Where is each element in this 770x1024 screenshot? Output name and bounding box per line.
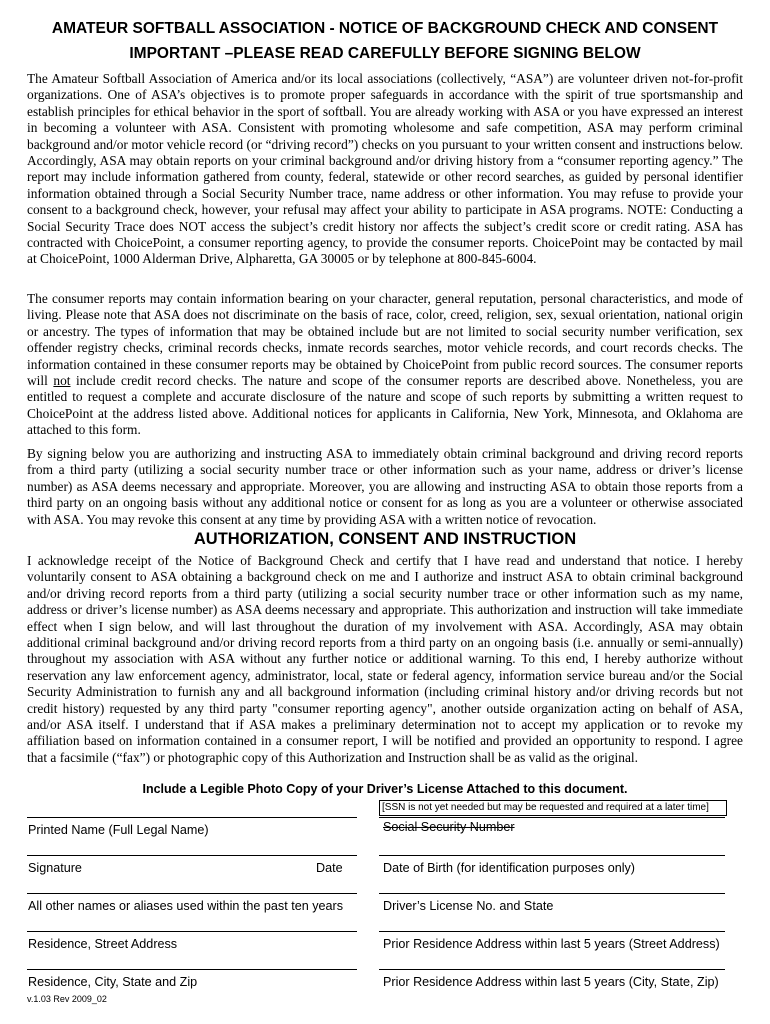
prior-street-label: Prior Residence Address within last 5 years (Street Address) — [383, 937, 720, 951]
signature-field[interactable] — [27, 855, 357, 856]
notice-paragraph-1: The Amateur Softball Association of America and/or its local associations (collectively, “ASA”) are volunteer driven not-for-profit organizations. One of ASA’s objectives is to promote proper safeguards in accordance with the spirit of true sportsmanship and establish principles for ethical behavior in the sport of softball. You are already working with ASA or you have expressed an interest in becoming a volunteer with ASA. Consistent with promoting wholesome and safe competition, ASA may perform criminal background and/or motor vehicle record (or “driving record”) checks on you pursuant to your written consent and instructions below. Accordingly, ASA may obtain reports on your criminal background and/or driving history from a “consumer reporting agency.” The report may include information gathered from county, federal, statewide or other record searches, as guided by personal identifier information obtained through a Social Security Number trace, name address or other information. You may refuse to provide your consent to a background check, however, your refusal may affect your ability to participate in ASA programs. NOTE: Conducting a Social Security Trace does NOT access the subject’s credit history nor affects the subject’s credit score or credit rating. ASA has contracted with ChoicePoint, a consumer reporting agency, to provide the consumer reports. ChoicePoint may be contacted by mail at ChoicePoint, 1000 Alderman Drive, Alpharetta, GA 30005 or by telephone at 800-845-6004. — [27, 71, 743, 267]
prior-city-label: Prior Residence Address within last 5 years (City, State, Zip) — [383, 975, 719, 989]
notice-paragraph-3: By signing below you are authorizing and instructing ASA to immediately obtain criminal background and driving record reports from a third party (utilizing a social security number trace or other information such as your name, address or driver’s license number) as ASA deems necessary and appropriate. Moreover, you are allowing and instructing ASA to obtain those reports from a third party on an ongoing basis without any additional notice or consent for as long as you are a volunteer or otherwise associated with ASA. You may revoke this consent at any time by providing ASA with a written notice of revocation. — [27, 446, 743, 527]
aliases-field[interactable] — [27, 893, 357, 894]
notice-paragraph-2-part-a: The consumer reports may contain information bearing on your character, general reputation, personal characteristics, and mode of living. Please note that ASA does not discriminate on the basis of race, color, creed, religion, sex, sexual orientation, national origin or ancestry. The types of information that may be obtained include but are not limited to social security number verification, sex offender registry checks, criminal records checks, inmate records searches, motor vehicle records, and court records checks. The information contained in these consumer reports may be obtained by ChoicePoint from public record sources. The consumer reports will — [27, 291, 743, 389]
printed-name-field[interactable] — [27, 817, 357, 818]
printed-name-label: Printed Name (Full Legal Name) — [28, 823, 209, 837]
notice-paragraph-2-part-b: include credit record checks. The nature and scope of the consumer reports are described above. Nonetheless, you are entitled to request a complete and accurate disclosure of the nature and scope of such reports by submitting a written request to ChoicePoint at the address listed above. Additional notices for applicants in California, New York, Minnesota, and Oklahoma are attached to this form. — [27, 373, 743, 438]
prior-street-field[interactable] — [379, 931, 725, 932]
underlined-not: not — [53, 373, 71, 389]
authorization-paragraph: I acknowledge receipt of the Notice of Background Check and certify that I have read and understand that notice. I hereby voluntarily consent to ASA obtaining a background check on me and I authorize and instruct ASA to obtain criminal background and/or driving record reports from a third party (utilizing a social security number trace or other information such as my name, address or driver’s license number) as ASA deems necessary and appropriate. This authorization and instruction will take immediate effect when I sign below, and will last throughout the duration of my involvement with ASA. Accordingly, ASA may obtain additional criminal background and/or driving record reports from a third party on an ongoing basis (i.e. annually or semi-annually) throughout my association with ASA without any further notice or additional warning. To this end, I hereby authorize without reservation any law enforcement agency, administrator, local, state or federal agency, information service bureau and/or the Social Security Administration to furnish any and all background information (including criminal history and/or driving records but not credit history) requested by any third party "consumer reporting agency", another outside organization acting on behalf of ASA, and/or ASA itself. I understand that if ASA makes a preliminary determination not to accept my application or to revoke my affiliation based on information contained in a consumer report, I will be notified and provided an opportunity to respond. I agree that a facsimile (“fax”) or photographic copy of this Authorization and Instruction shall be as valid as the original. — [27, 553, 743, 765]
date-of-birth-field[interactable] — [379, 855, 725, 856]
form-title: AMATEUR SOFTBALL ASSOCIATION - NOTICE OF BACKGROUND CHECK AND CONSENT — [51, 20, 719, 37]
form-subtitle: IMPORTANT –PLEASE READ CAREFULLY BEFORE SIGNING BELOW — [129, 45, 641, 62]
date-label: Date — [316, 861, 343, 875]
license-note: Include a Legible Photo Copy of your Driver’s License Attached to this document. — [142, 782, 628, 796]
drivers-license-field[interactable] — [379, 893, 725, 894]
authorization-heading: AUTHORIZATION, CONSENT AND INSTRUCTION — [193, 530, 577, 548]
residence-street-field[interactable] — [27, 931, 357, 932]
notice-paragraph-2 — [27, 291, 743, 439]
drivers-license-label: Driver’s License No. and State — [383, 899, 554, 913]
signature-label: Signature — [28, 861, 82, 875]
date-of-birth-label: Date of Birth (for identification purposes only) — [383, 861, 635, 875]
prior-city-field[interactable] — [379, 969, 725, 970]
ssn-note-box: [SSN is not yet needed but may be requested and required at a later time] — [379, 800, 727, 816]
ssn-field[interactable] — [379, 817, 725, 818]
aliases-label: All other names or aliases used within the past ten years — [28, 899, 344, 913]
residence-city-field[interactable] — [27, 969, 357, 970]
version-footer: v.1.03 Rev 2009_02 — [27, 994, 107, 1004]
residence-street-label: Residence, Street Address — [28, 937, 178, 951]
ssn-label: Social Security Number — [383, 820, 515, 834]
residence-city-label: Residence, City, State and Zip — [28, 975, 198, 989]
